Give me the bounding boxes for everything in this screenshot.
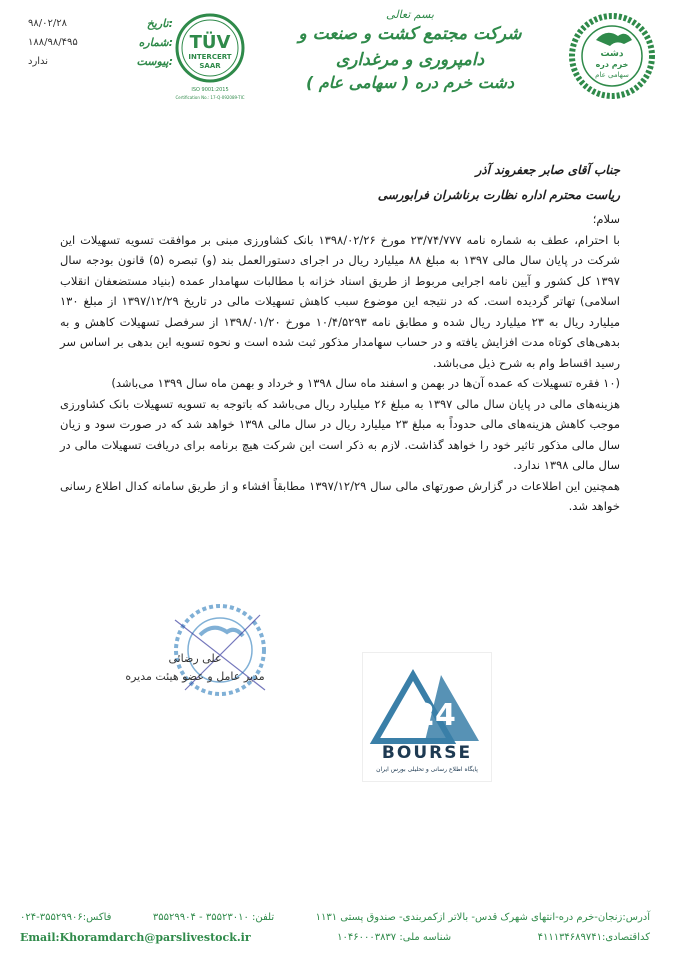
- svg-text:TÜV: TÜV: [189, 32, 231, 53]
- email-address[interactable]: Email:Khoramdarch@parslivestock.ir: [20, 931, 251, 944]
- bismillah: بسم تعالی: [386, 8, 434, 21]
- company-name-block: [265, 8, 555, 98]
- tuv-certification-logo: [160, 12, 260, 104]
- bourse24-watermark-badge: [362, 652, 492, 782]
- national-id: شناسه ملی: ۱۰۴۶۰۰۰۳۸۳۷: [337, 932, 452, 943]
- svg-text:ISO 9001:2015: ISO 9001:2015: [191, 87, 229, 93]
- svg-text:SAAR: SAAR: [199, 62, 221, 70]
- fax: فاکس:۳۵۵۲۹۹۰۶-۰۲۴: [20, 912, 112, 923]
- letterhead-footer: [20, 908, 650, 948]
- recipient-title: ریاست محترم اداره نظارت برناشران فرابورسی: [377, 187, 620, 202]
- address: آدرس:زنجان-خرم دره-انتهای شهرک قدس- بالاتر ازکمربندی- صندوق پستی ۱۱۳۱: [315, 912, 650, 923]
- paragraph-2: (۱۰ فقره تسهیلات که عمده آن‌ها در بهمن و اسفند ماه سال ۱۳۹۸ و خرداد و بهمن ماه سال ۱۳۹۹ می‌باشد): [111, 376, 620, 390]
- number-value: ۱۸۸/۹۸/۴۹۵: [28, 37, 78, 48]
- greeting: سلام؛: [592, 212, 620, 226]
- signature-block: [95, 650, 295, 686]
- svg-text:Certification No.: 17-Q-092089: Certification No.: 17-Q-092089-TIC: [175, 95, 245, 100]
- svg-text:INTERCERT: INTERCERT: [188, 53, 232, 61]
- company-name: شرکت مجتمع کشت و صنعت و دامپروری و مرغداری: [298, 24, 522, 70]
- svg-text:24: 24: [414, 698, 456, 733]
- signer-title: مدیر عامل و عضو هیئت مدیره: [125, 670, 265, 683]
- svg-text:خرم دره: خرم دره: [595, 60, 629, 69]
- attachment-value: ندارد: [28, 56, 49, 67]
- attachment-label: پیوست:: [136, 55, 173, 68]
- recipient: جناب آقای صابر جعفروند آذر: [475, 163, 620, 177]
- economic-code: کداقتصادی:۴۱۱۱۳۴۶۸۹۷۴۱: [537, 932, 650, 943]
- letter-body: [60, 160, 620, 517]
- letter-meta: [28, 14, 173, 71]
- svg-text:پایگاه اطلاع رسانی و تحلیلی بو: پایگاه اطلاع رسانی و تحلیلی بورس ایران: [376, 766, 478, 773]
- svg-text:سهامی عام: سهامی عام: [595, 71, 629, 79]
- company-logo: [566, 10, 658, 102]
- phone: تلفن: ۳۵۵۲۳۰۱۰ - ۳۵۵۲۹۹۰۴: [152, 912, 275, 923]
- paragraph-4: همچنین این اطلاعات در گزارش صورتهای مالی سال ۱۳۹۷/۱۲/۲۹ مطابقاً افشاء و از طریق سامانه کدال اطلاع رسانی خواهد شد.: [60, 478, 620, 513]
- signer-name: علی رضائی: [168, 652, 222, 665]
- date-value: ۹۸/۰۲/۲۸: [28, 18, 67, 29]
- date-label: تاریخ:: [146, 17, 173, 30]
- letterhead: [0, 0, 673, 112]
- svg-text:BOURSE: BOURSE: [381, 743, 473, 763]
- paragraph-3: هزینه‌های مالی در پایان سال مالی ۱۳۹۷ به مبلغ ۲۶ میلیارد ریال می‌باشد که باتوجه به تسویه تسهیلات بانک کشاورزی موجب کاهش هزینه‌های مالی حدوداً به مبلغ ۲۳ میلیارد ریال در سال مالی ۱۳۹۸ خواهد شد که در صورت سود و زیان سال مالی مذکور تاثیر خود را خواهد گذاشت. لازم به ذکر است این شرکت هیچ برنامه برای دریافت تسهیلات مالی در سال مالی ۱۳۹۸ ندارد.: [60, 396, 621, 472]
- company-subtitle: دشت خرم دره ( سهامی عام ): [305, 73, 515, 92]
- paragraph-1: با احترام، عطف به شماره نامه ۲۳/۷۴/۷۷۷ مورخ ۱۳۹۸/۰۲/۲۶ بانک کشاورزی مبنی بر موافقت تسویه تسهیلات این شرکت در پایان سال مالی ۱۳۹۷ به مبلغ ۸۸ میلیارد ریال در اجرای دستورالعمل بند (و) تبصره (۵) قانون بودجه سال ۱۳۹۷ کل کشور و آیین نامه اجرایی مربوط از طریق اسناد خزانه با مطالبات سهامدار عمده (بنیاد مستضعفان انقلاب اسلامی) تهاتر گردیده است. که در نتیجه این موضوع سبب کاهش تسهیلات مالی در تاریخ ۱۳۹۷/۱۲/۲۹ از مبلغ ۱۳۰ میلیارد ریال به ۲۳ میلیارد ریال شده و مطابق نامه ۱۰/۴/۵۲۹۳ مورخ ۱۳۹۸/۰۱/۲۰ از سرفصل تسهیلات کاهش و به بدهی‌های کوتاه مدت افزایش یافته و در حساب سهامدار مذکور ثبت شده است و نحوه تسویه این بدهی بر اساس سر رسید اقساط وام به شرح ذیل می‌باشد.: [60, 232, 621, 370]
- number-label: شماره:: [138, 36, 173, 49]
- svg-text:دشت: دشت: [600, 49, 624, 59]
